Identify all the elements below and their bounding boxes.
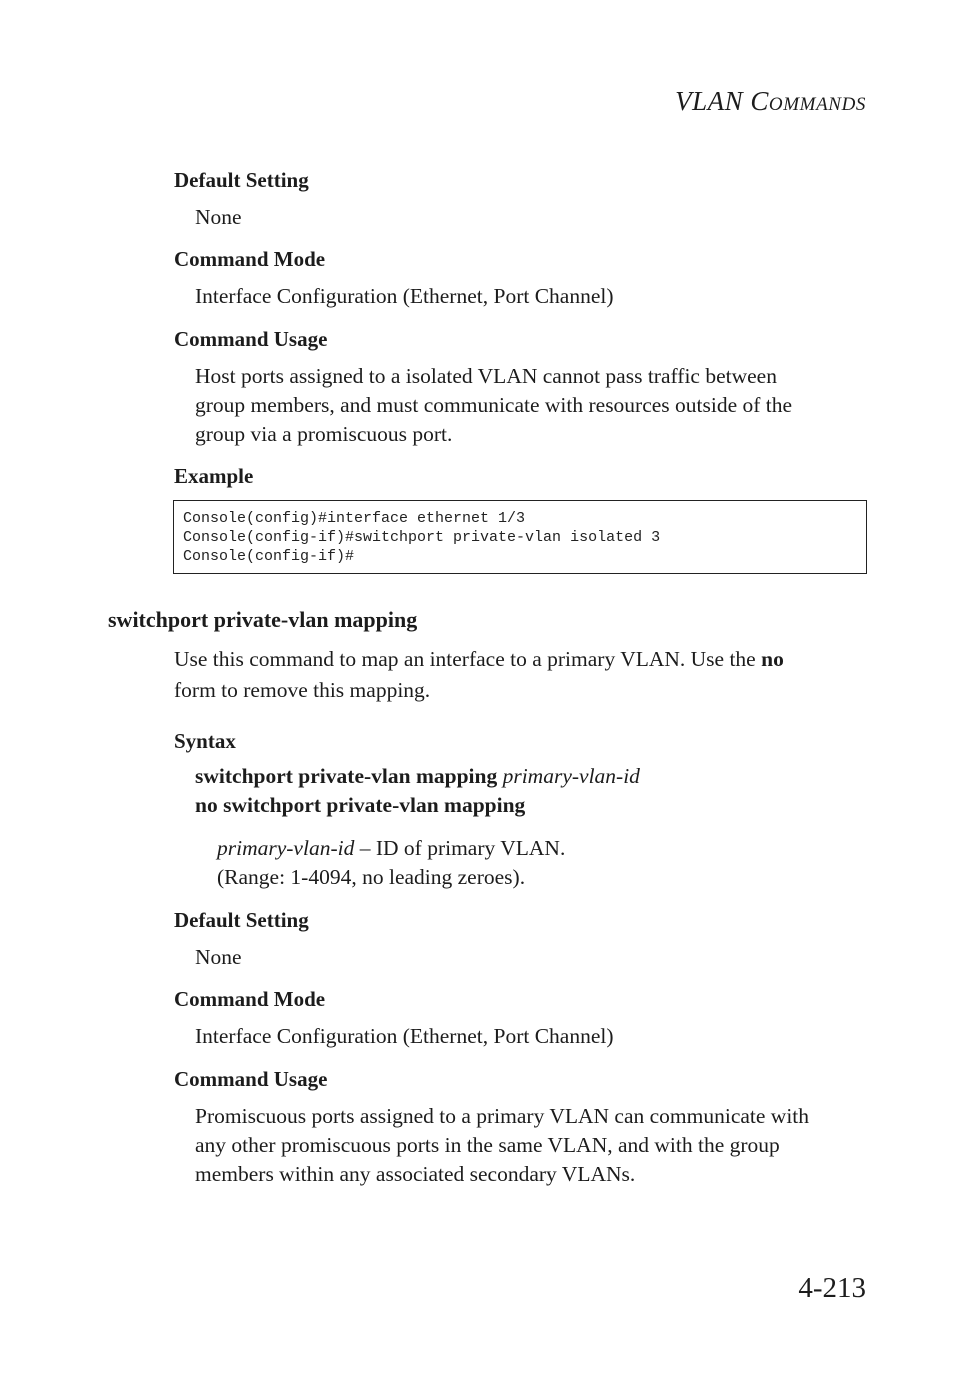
page-number: 4-213 [798,1272,866,1304]
command-mode-heading-2: Command Mode [174,987,326,1011]
code-line: Console(config)#interface ethernet 1/3 [183,510,526,527]
running-header [675,86,866,117]
syntax-cmd2-keyword: no switchport private-vlan mapping [195,793,526,817]
example-code-block [173,500,867,574]
usage-line: Host ports assigned to a isolated VLAN cannot pass traffic between [195,364,777,388]
usage-line: any other promiscuous ports in the same VLAN, and with the group [195,1133,780,1157]
param-desc: – ID of primary VLAN. [354,836,566,860]
intro-text: Use this command to map an interface to a primary VLAN. Use the [174,647,762,671]
syntax-cmd1-param: primary-vlan-id [502,764,640,788]
command-usage-heading-2: Command Usage [174,1067,328,1091]
intro-line2: form to remove this mapping. [174,678,431,702]
example-heading: Example [174,464,254,488]
command-mode-heading: Command Mode [174,247,326,271]
command-mode-value-2: Interface Configuration (Ethernet, Port Channel) [195,1024,614,1048]
syntax-command-1 [195,764,640,789]
usage-line: group via a promiscuous port. [195,422,453,446]
parameter-description [217,834,565,892]
usage-line: Promiscuous ports assigned to a primary VLAN can communicate with [195,1104,810,1128]
default-setting-value: None [195,205,242,229]
command-title: switchport private-vlan mapping [108,607,418,632]
usage-line: group members, and must communicate with resources outside of the [195,393,793,417]
usage-line: members within any associated secondary VLANs. [195,1162,636,1186]
syntax-heading: Syntax [174,729,236,753]
command-usage-heading: Command Usage [174,327,328,351]
header-title-smallcaps: OMMANDS [768,94,866,115]
default-setting-heading-2: Default Setting [174,908,309,932]
default-setting-heading: Default Setting [174,168,309,192]
header-title-main: VLAN C [675,86,769,116]
syntax-cmd1-keyword: switchport private-vlan mapping [195,764,498,788]
code-line: Console(config-if)#switchport private-vlan isolated 3 [183,529,661,546]
command-usage-paragraph-2 [195,1102,875,1189]
default-setting-value-2: None [195,945,242,969]
command-mode-value: Interface Configuration (Ethernet, Port Channel) [195,284,614,308]
syntax-command-2 [195,793,525,818]
param-name: primary-vlan-id [217,836,355,860]
command-intro [174,644,874,706]
param-range: (Range: 1-4094, no leading zeroes). [217,865,526,889]
code-line: Console(config-if)# [183,548,355,565]
command-usage-paragraph [195,362,875,449]
intro-no-keyword: no [761,647,784,671]
